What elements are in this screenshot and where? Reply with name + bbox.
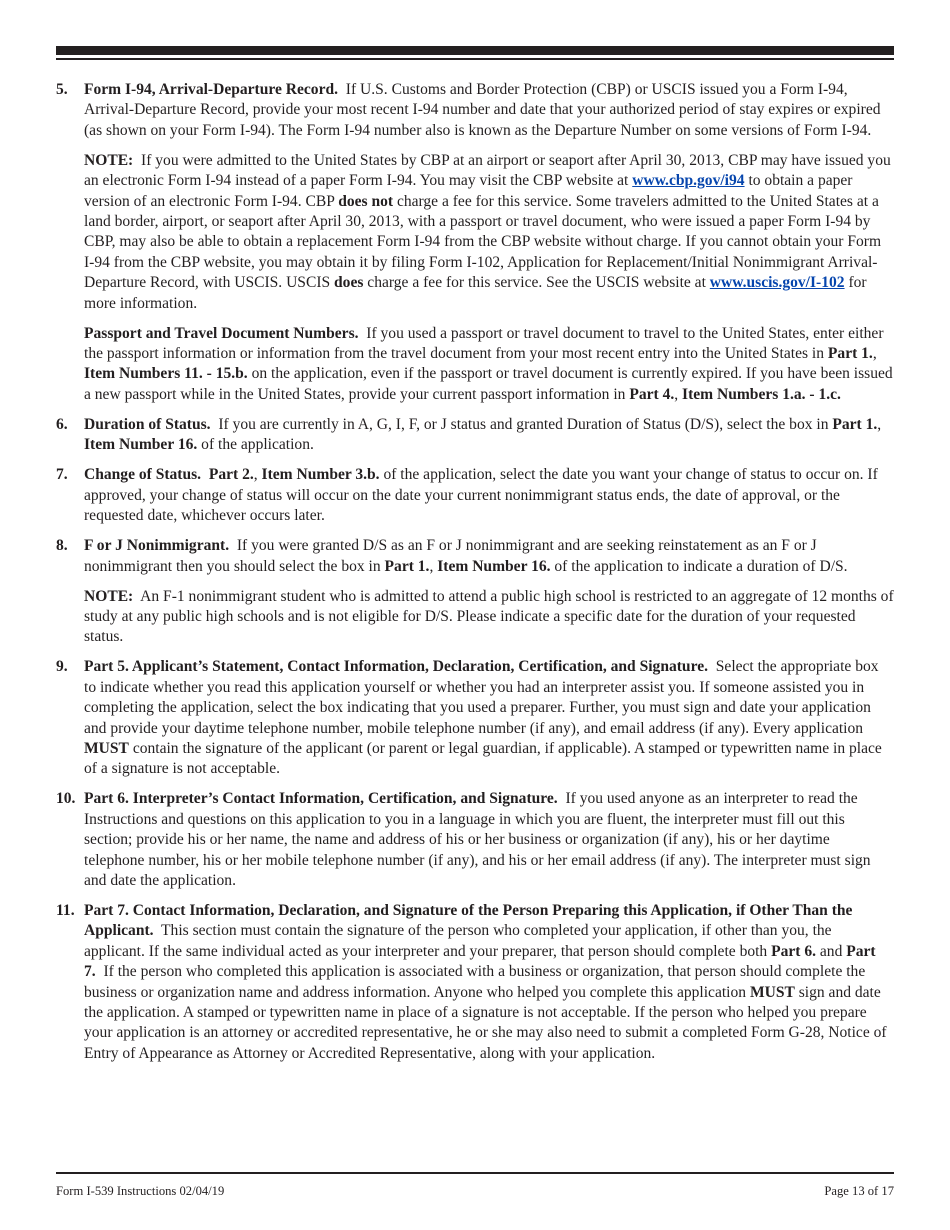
item-text: If you are currently in A, G, I, F, or J status and granted Duration of Status (D/S), select the box in [218, 415, 829, 433]
header-rule-thin [56, 58, 894, 60]
cbp-i94-link[interactable]: www.cbp.gov/i94 [632, 172, 745, 190]
item-heading: F or J Nonimmigrant. [84, 537, 230, 555]
part-ref: Part 7. [84, 942, 876, 981]
item-heading: Duration of Status. [84, 415, 211, 433]
item-number: 9. [56, 658, 68, 676]
note-text: for more information. [84, 274, 867, 312]
item-text: of the application, select the date you want your change of status to occur on. If approved, your change of status will occur on the date your current nonimmigrant status ends, the date of approval, or the requested date, whichever occurs later. [84, 466, 878, 525]
note-label: NOTE: [84, 587, 134, 605]
item-8 [56, 536, 894, 577]
item-text: If you used anyone as an interpreter to read the Instructions and questions on this application to you in a language in which you are fluent, the interpreter must fill out this section; provide his or her name, the name and address of his or her business or organization (if any), his or her daytime telephone number, his or her mobile telephone number (if any), and his or her email address (if any). The interpreter must sign and date the application. [84, 790, 871, 889]
item-text: of the application. [201, 436, 314, 454]
item-text: of the application to indicate a duration of D/S. [554, 557, 848, 575]
note-text: An F-1 nonimmigrant student who is admitted to attend a public high school is restricted to an aggregate of 12 months of study at any public high schools and is not eligible for D/S. Please indicate a specific date for the duration of your requested status. [84, 587, 894, 646]
item-text: and [819, 942, 843, 960]
header-rule-thick [56, 46, 894, 55]
item-number: 7. [56, 466, 68, 484]
item-ref: Item Number 16. [84, 436, 198, 454]
item-number: 6. [56, 415, 68, 433]
form-edition: Form I-539 Instructions 02/04/19 [56, 1184, 225, 1198]
item-text: If the person who completed this application is associated with a business or organization, that person should complete the business or organization name and address information. Anyone who helped you complete this application [84, 963, 866, 1001]
item-ref: Item Numbers 11. - 15.b. [84, 365, 248, 383]
note-emphasis: does not [338, 192, 394, 210]
instructions-content [56, 80, 894, 1074]
part-ref: Part 1. [827, 345, 873, 363]
item-5 [56, 80, 894, 141]
note-text: charge a fee for this service. Some travelers admitted to the United States at a land border, airport, or seaport after April 30, 2013, with a passport or travel document, who were issued a paper Form I-94 by CBP, may also be able to obtain a replacement Form I-94 from the CBP website without charge. If you cannot obtain your Form I-94 from the CBP website, you may obtain it by filing Form I-102, Application for Replacement/Initial Nonimmigrant Arrival-Departure Record, with USCIS. USCIS [84, 192, 882, 292]
uscis-i102-link[interactable]: www.uscis.gov/I-102 [709, 274, 845, 292]
emphasis: MUST [84, 739, 129, 757]
part-ref: Part 2. [208, 466, 254, 484]
item-text: contain the signature of the applicant (or parent or legal guardian, if applicable). A stamped or typewritten name in place of a signature is not acceptable. [84, 739, 882, 778]
passport-text: If you used a passport or travel document to travel to the United States, enter either the passport information or information from the travel document from your most recent entry into the United States in [84, 324, 884, 363]
item-number: 8. [56, 537, 68, 555]
part-ref: Part 1. [384, 557, 430, 575]
passport-text: , [674, 385, 679, 403]
item-text: , [877, 415, 882, 433]
item-text: If U.S. Customs and Border Protection (CBP) or USCIS issued you a Form I-94, Arrival-Departure Record, provide your most recent I-94 number and date that your authorized period of stay expires or expired (as shown on your Form I-94). The Form I-94 number also is known as the Departure Number on some versions of Form I-94. [84, 81, 881, 139]
footer-rule [56, 1172, 894, 1174]
part-ref: Part 6. [771, 942, 817, 960]
item-number: 5. [56, 81, 68, 98]
item-heading: Part 6. Interpreter’s Contact Information, Certification, and Signature. [84, 790, 558, 808]
note-label: NOTE: [84, 151, 134, 169]
note-emphasis: does [334, 274, 364, 292]
item-text: This section must contain the signature of the person who completed your application, if other than you, the applicant. If the same individual acted as your interpreter and your preparer, that person should complete both [84, 922, 832, 960]
item-text: Select the appropriate box to indicate whether you read this application yourself or whether you had an interpreter assist you. If someone assisted you in completing the application, select the box indicating that you used a preparer. Further, you must sign and date your application and provide your daytime telephone number, mobile telephone number (if any), and email address (if any). Every application [84, 658, 879, 737]
part-ref: Part 1. [832, 415, 878, 433]
item-ref: Item Number 16. [437, 557, 551, 575]
item-heading: Part 7. Contact Information, Declaration, and Signature of the Person Preparing this Application, if Other Than the Applicant. [84, 901, 853, 940]
item-5-passport [56, 324, 894, 406]
item-8-note [56, 587, 894, 648]
note-text: to obtain a paper version of an electronic Form I-94. CBP [84, 172, 853, 210]
item-9 [56, 657, 894, 779]
item-7 [56, 465, 894, 526]
item-heading: Change of Status. [84, 466, 202, 484]
page-number: Page 13 of 17 [824, 1184, 894, 1198]
part-ref: Part 4. [629, 385, 675, 403]
item-6 [56, 415, 894, 456]
note-text: charge a fee for this service. See the USCIS website at [367, 274, 706, 292]
item-text: sign and date the application. A stamped or typewritten name in place of a signature is not acceptable. If the person who helped you prepare your application is an attorney or accredited representative, he or she may also need to submit a completed Form G-28, Notice of Entry of Appearance as Attorney or Accredited Representative, along with your application. [84, 983, 887, 1062]
item-heading: Part 5. Applicant’s Statement, Contact Information, Declaration, Certification, and Signature. [84, 658, 708, 676]
emphasis: MUST [749, 983, 795, 1001]
item-ref: Item Numbers 1.a. - 1.c. [682, 385, 841, 403]
item-number: 11. [56, 901, 75, 919]
item-10 [56, 789, 894, 891]
passport-text: , [872, 345, 877, 363]
passport-text: on the application, even if the passport or travel document is currently expired. If you have been issued a new passport while in the United States, provide your current passport information in [84, 365, 893, 403]
passport-heading: Passport and Travel Document Numbers. [84, 324, 359, 342]
item-heading: Form I-94, Arrival-Departure Record. [84, 81, 339, 98]
item-text: If you were granted D/S as an F or J nonimmigrant and are seeking reinstatement as an F or J nonimmigrant then you should select the box in [84, 537, 817, 575]
item-text: , [253, 466, 258, 484]
item-ref: Item Number 3.b. [261, 466, 380, 484]
note-text: If you were admitted to the United States by CBP at an airport or seaport after April 30, 2013, CBP may have issued you an electronic Form I-94 instead of a paper Form I-94. You may visit the CBP website at [84, 151, 891, 190]
item-11 [56, 901, 894, 1064]
item-text: , [429, 557, 434, 575]
item-number: 10. [56, 790, 76, 808]
item-5-note [56, 151, 894, 314]
